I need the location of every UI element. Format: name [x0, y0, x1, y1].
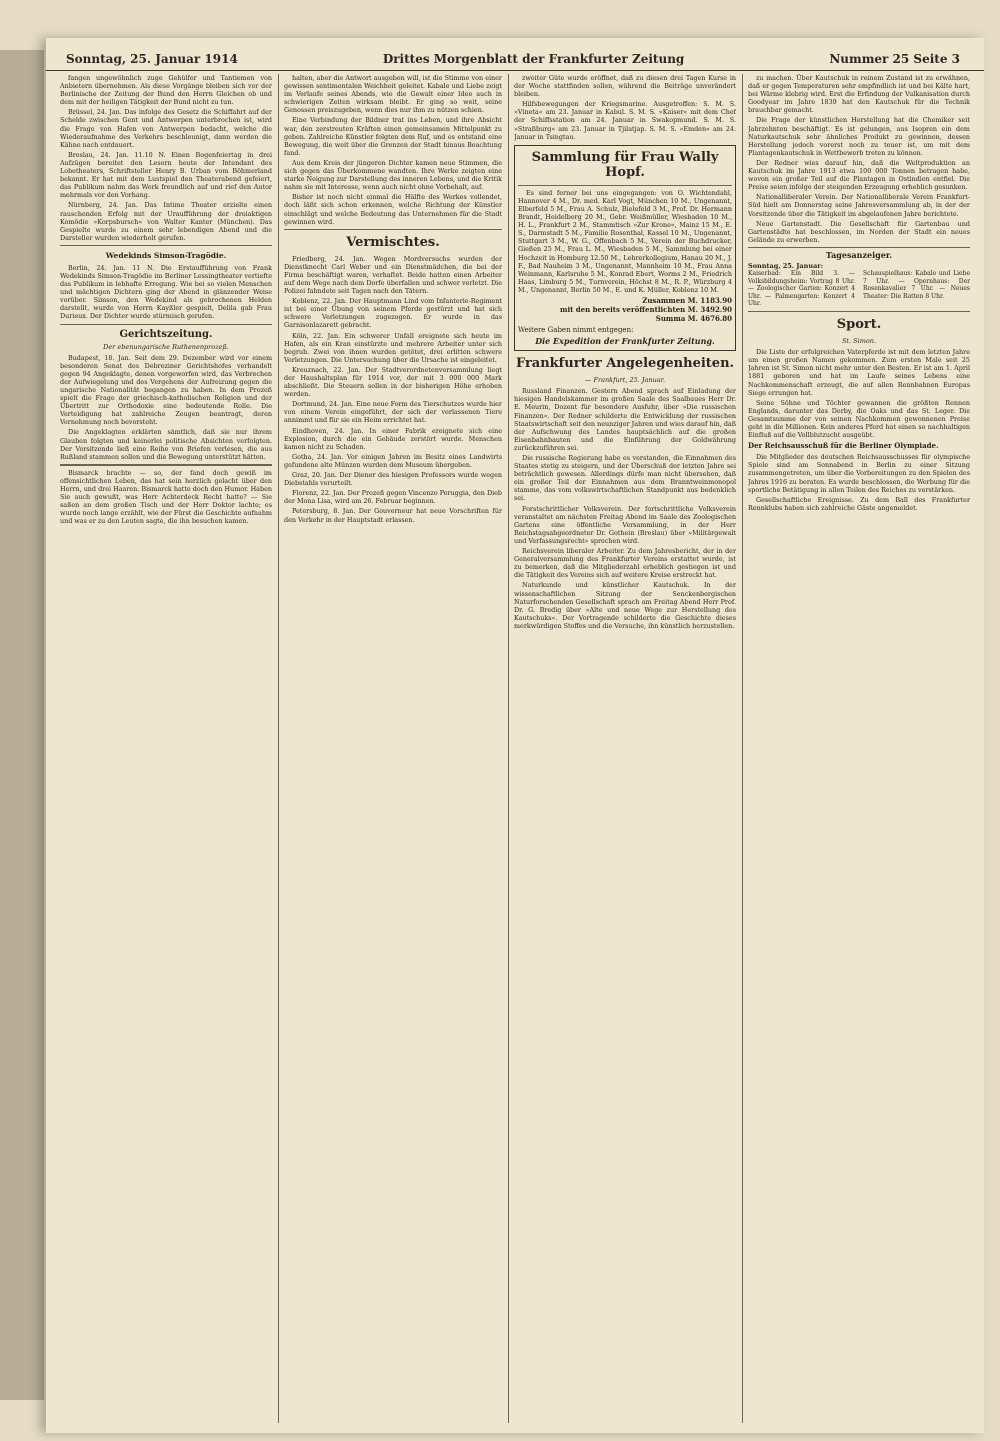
page-header	[46, 48, 984, 71]
article-text: Brüssel, 24. Jan. Das infolge des Gesetz die Schiffahrt auf der Schelde zwischen Gent und Antwerpen unterbrochen ist, wird die Frage von Hafen von Antwerpen bedacht, welche die Wiederaufnahme des Verkehrs beschleunigt, dann werden die Kähne nach entdauert.	[60, 108, 272, 149]
section-heading: Sport.	[836, 317, 882, 333]
sum-row	[518, 296, 732, 305]
column-1	[60, 74, 272, 1423]
article-text: Dortmund, 24. Jan. Eine neue Form des Tierschutzes wurde hier von einem Verein eingeführt, der sich der verlassenen Tiere annimmt und für sie ein Heim errichtet hat.	[284, 400, 502, 425]
article-text: Die russische Regierung habe es verstanden, die Einnahmen des Staates stetig zu steigern, und der Überschuß der letzten Jahre sei beträchtlich gewesen. Allerdings dürfe man nicht übersehen, daß ein großer Teil der Einnahmen aus dem Branntweinmonopol stamme, das vom volkswirtschaftlichen Standpunkt aus bedenklich sei.	[514, 454, 736, 503]
section-heading: Frankfurter Angelegenheiten.	[515, 356, 735, 372]
event-listing-day: Sonntag, 25. Januar:	[748, 261, 824, 270]
article-text: Gesellschaftliche Ereignisse. Zu dem Ball des Frankfurter Rennklubs haben sich zahlreiche Gäste angemeldet.	[748, 495, 970, 512]
sum-row	[518, 314, 732, 323]
article-text: zu machen. Über Kautschuk in reinem Zustand ist zu erwähnen, daß er gegen Temperaturen sehr empfindlich ist und bei Kälte hart, bei Wärme klebrig wird. Erst die Erfindung der Vulkanisation durch Goodyear im Jahre 1839 hat den Kautschuk für die Technik brauchbar gemacht.	[748, 74, 970, 115]
article-text: zweiter Güte wurde eröffnet, daß zu diesen drei Tagen Kurse in der Woche stattfinden sollen, während die Beiträge unverändert bleiben.	[514, 74, 736, 99]
article-text: Der Redner wies darauf hin, daß die Weltproduktion an Kautschuk im Jahre 1913 etwa 100 000 Tonnen betragen habe, wovon ein großer Teil auf die Plantagen in Ostindien entfiel. Die Preise seien infolge der steigenden Erzeugung erheblich gesunken.	[748, 158, 970, 192]
donation-box	[514, 145, 736, 351]
divider	[284, 229, 502, 230]
article-heading: Der Reichsausschuß für die Berliner Olympiade.	[748, 441, 939, 451]
column-rule	[278, 74, 279, 1423]
event-listing-left: Kaiserbad: Ein Bild 3. — Volksbildungsheim: Vortrag 8 Uhr. — Zoologischer Garten: Konzert 4 Uhr. — Palmengarten: Konzert 4 Uhr.	[748, 270, 855, 308]
sum-prev-value: M. 3492.90	[687, 304, 732, 314]
article-text: Friedberg, 24. Jan. Wegen Mordversuchs wurden der Dienstknecht Carl Weber und ein Dienstmädchen, die bei der Firma beschäftigt waren, verhaftet. Beide hatten einen Arbeiter auf dem Wege nach dem Dorfe überfallen und schwer verletzt. Die Polizei fahndete seit Tagen nach den Tätern.	[284, 254, 502, 296]
event-listing-right: Schauspielhaus: Kabale und Liebe 7 Uhr. — Opernhaus: Der Rosenkavalier 7 Uhr. — Neues Theater: Die Ratten 8 Uhr.	[863, 270, 970, 300]
article-text: Neue Gartenstadt. Die Gesellschaft für Gartenbau und Gartenstädte hat beschlossen, im Norden der Stadt ein neues Gelände zu erwerben.	[748, 219, 970, 244]
donation-list: Es sind ferner bei uns eingegangen: von O. Wichtendahl, Hannover 4 M., Dr. med. Karl Vogt, München 10 M., Ungenannt, Elberfeld 5 M., Frau A. Schulz, Bielefeld 3 M., Prof. Dr. Hermann Brandt, Heidelberg 20 M., Gebr. Weißmüller, Wiesbaden 10 M., H. L., Frankfurt 2 M., Stammtisch »Zur Krone«, Mainz 15 M., E. S., Darmstadt 5 M., Familie Rosenthal, Kassel 10 M., Ungenannt, Stuttgart 3 M., W. G., Offenbach 5 M., Verein der Buchdrucker, Gießen 25 M., Frau L. M., Wiesbaden 5 M., Sammlung bei einer Hochzeit in Homburg 12.50 M., Lehrerkollegium, Hanau 20 M., J. F., Bad Nauheim 3 M., Ungenannt, Mannheim 10 M., Frau Anna Weinmann, Karlsruhe 5 M., Konrad Ebert, Worms 2 M., Friedrich Haas, Limburg 5 M., Turnverein, Höchst 8 M., R. P., Würzburg 4 M., Ungenannt, Berlin 50 M., E. und K. Müller, Koblenz 10 M.	[518, 188, 732, 294]
article-text: Florenz, 22. Jan. Der Prozeß gegen Vincenzo Peruggia, den Dieb der Mona Lisa, wird am 26. Februar beginnen.	[284, 489, 502, 506]
article-text: Petersburg, 8. Jan. Der Gouverneur hat neue Vorschriften für den Verkehr in der Hauptstadt erlassen.	[284, 507, 502, 524]
section-heading: Gerichtszeitung.	[119, 328, 213, 340]
article-text: Hilfsbewegungen der Kriegsmarine. Ausgetroffen: S. M. S. »Vineta« am 23. Januar in Kabul. S. M. S. »Kaiser« mit dem Chef der Schiffsstation am 24. Januar in Swakopmund. S. M. S. »Straßburg« am 23. Januar in Tjilatjap. S. M. S. »Emden« am 24. Januar in Tsingtau.	[514, 100, 736, 141]
column-rule	[508, 74, 509, 1423]
header-page-number: Nummer 25 Seite 3	[829, 52, 960, 66]
divider	[60, 245, 272, 246]
event-listing	[748, 270, 970, 308]
expedition-note: Die Expedition der Frankfurter Zeitung.	[535, 336, 715, 347]
section-subheading: St. Simon.	[841, 337, 877, 346]
header-date: Sonntag, 25. Januar 1914	[66, 52, 238, 66]
article-text: Naturkunde und künstlicher Kautschuk. In der wissenschaftlichen Sitzung der Senckenbergischen Naturforschenden Gesellschaft sprach am Freitag Abend Herr Prof. Dr. G. Bredig über »Alte und neue Wege zur Herstellung des Kautschuks«. Der Vortragende schilderte die Geschichte dieses merkwürdigen Stoffes und die Versuche, ihn künstlich herzustellen.	[514, 581, 736, 630]
article-text: Reichsverein liberaler Arbeiter. Zu dem Jahresbericht, der in der Generalversammlung des Frankfurter Vereins erstattet wurde, ist zu bemerken, daß die Mitgliederzahl erheblich gestiegen ist und die Tätigkeit des Vereins sich auf weitere Kreise erstreckt hat.	[514, 547, 736, 580]
article-text: Die Angeklagten erklärten sämtlich, daß sie nur ihrem Glauben folgten und keinerlei politische Absichten verfolgten. Der Vorsitzende ließ eine Reihe von Briefen verlesen, die aus Rußland stammen sollen und die Bewegung unterstützt hätten.	[60, 428, 272, 461]
article-text: Nationalliberaler Verein. Der Nationalliberale Verein Frankfurt-Süd hielt am Donnerstag seine Jahresversammlung ab, in der der Vorsitzende über die Tätigkeit im abgelaufenen Jahre berichtete.	[748, 193, 970, 218]
article-text: Aus dem Kreis der jüngeren Dichter kamen neue Stimmen, die sich gegen das Überkommene wandten. Ihre Werke zeigten eine starke Neigung zur Darstellung des inneren Lebens, und die Kritik nahm sie mit Interesse, wenn auch nicht ohne Vorbehalt, auf.	[284, 158, 502, 192]
article-text: Köln, 22. Jan. Ein schwerer Unfall ereignete sich heute im Hafen, als ein Kran einstürzte und mehrere Arbeiter unter sich begrub. Zwei von ihnen wurden getötet, drei erlitten schwere Verletzungen. Die Untersuchung über die Ursache ist eingeleitet.	[284, 331, 502, 364]
header-title: Drittes Morgenblatt der Frankfurter Zeitung	[382, 52, 685, 66]
article-text: Russland Finanzen. Gestern Abend sprach auf Einladung der hiesigen Handelskammer im großen Saale des Saalbaues Herr Dr. E. Meurin, Dozent für besondere Ausfuhr, über »Die russischen Finanzen«. Der Redner schilderte die Entwicklung der russischen Staatswirtschaft seit den neunziger Jahren und wies darauf hin, daß der Aufschwung des Landes hauptsächlich auf die großen Eisenbahnbauten und die Einführung der Goldwährung zurückzuführen sei.	[514, 387, 736, 452]
divider	[748, 311, 970, 312]
divider	[518, 185, 732, 186]
sum-total-label: Summa	[655, 313, 686, 323]
article-text: Koblenz, 22. Jan. Der Hauptmann Lind vom Infanterie-Regiment ist bei einer Übung von seinem Pferde gestürzt und hat sich schwere Verletzungen zugezogen. Er wurde in das Garnisonlazarett gebracht.	[284, 297, 502, 330]
section-heading: Vermischtes.	[346, 234, 440, 250]
article-text: Seine Söhne und Töchter gewannen die größten Rennen Englands, darunter das Derby, die Oaks und das St. Leger. Die Gesamtsumme der von seinen Nachkommen gewonnenen Preise geht in die Millionen. Kein anderes Pferd hat einen so nachhaltigen Einfluß auf die Vollblutzucht ausgeübt.	[748, 398, 970, 440]
article-text: Kreuznach, 22. Jan. Der Stadtverordnetenversammlung liegt der Haushaltsplan für 1914 vor, der mit 3 000 000 Mark abschließt. Die Steuern sollen in der bisherigen Höhe erhoben werden.	[284, 365, 502, 399]
article-text: Forstschrittlicher Volksverein. Der fortschrittliche Volksverein veranstaltet am nächsten Freitag Abend im Saale des Zoologischen Gartens eine öffentliche Versammlung, in der Herr Reichstagsabgeordneter Dr. Gothein (Breslau) über »Militärgewalt und Verfassungsrecht« sprechen wird.	[514, 504, 736, 545]
article-text: Budapest, 18. Jan. Seit dem 29. Dezember wird vor einem besonderen Senat des Debreziner Gerichtshofes verhandelt gegen 94 Angeklagte, denen vorgeworfen wird, das Verbrechen der Aufwiegelung und des Vergehens der Aufreizung gegen die ungarische Nationalität begangen zu haben. In dem Prozeß spielt die Frage der griechisch-katholischen Religion und der Übertritt zur Orthodoxie eine bedeutende Rolle. Die Verteidigung hat zahlreiche Zeugen beantragt, deren Vernehmung noch bevorsteht.	[60, 353, 272, 427]
column-3	[514, 74, 736, 1423]
divider	[60, 464, 272, 466]
sum-label: Zusammen	[642, 295, 686, 305]
sum-value: M. 1183.90	[687, 295, 732, 305]
event-listing-title: Tagesanzeiger.	[825, 249, 893, 260]
divider	[60, 324, 272, 325]
dateline: — Frankfurt, 25. Januar.	[584, 376, 666, 385]
article-text: Eindhoven, 24. Jan. In einer Fabrik ereignete sich eine Explosion, durch die ein Gebäude zerstört wurde. Menschen kamen nicht zu Schaden.	[284, 426, 502, 451]
adjacent-page-edge	[0, 50, 44, 1400]
further-donations: Weitere Gaben nimmt entgegen:	[518, 325, 634, 334]
article-text: Die Liste der erfolgreichen Vaterpferde ist mit dem letzten Jahre um einen großen Namen gekommen. Zum ersten Male seit 25 Jahren ist St. Simon nicht mehr unter den Besten. Er ist am 1. April 1881 geboren und hat im Laufe seines Lebens eine Nachkommenschaft erzeugt, die auf allen Rennbahnen Europas Siege errungen hat.	[748, 348, 970, 397]
donation-box-title: Sammlung für Frau Wally Hopf.	[531, 149, 719, 180]
sum-row	[518, 305, 732, 314]
divider	[748, 247, 970, 248]
article-text: Breslau, 24. Jan. 11.10 N. Einen Bogenfeiertag in drei Aufzügen bereitet den Lesern heute der Intendant des Lobetheaters, Schriftsteller Henry B. Urban vom Böhmerland bekannt. Er hat mit dem Lustspiel den Theaterabend gefeiert, das Publikum nahm das Werk freundlich auf und rief den Autor mehrmals vor den Vorhang.	[60, 150, 272, 200]
article-text: Die Mitglieder des deutschen Reichsausschusses für olympische Spiele sind am Sonnabend in Berlin zu einer Sitzung zusammengetreten, um über die Vorbereitungen zu den Spielen des Jahres 1916 zu beraten. Es wurde beschlossen, die Werbung für die sportliche Betätigung in allen Teilen des Reiches zu verstärken.	[748, 453, 970, 494]
article-text: Bisher ist noch nicht einmal die Hälfte des Werkes vollendet, doch läßt sich schon erkennen, welche Richtung der Künstler einschlägt und welche Bedeutung das Unternehmen für die Stadt gewinnen wird.	[284, 193, 502, 226]
article-text: Gotha, 24. Jan. Vor einigen Jahren im Besitz eines Landwirts gefundene alte Münzen wurden dem Museum übergeben.	[284, 452, 502, 469]
column-4	[748, 74, 970, 1423]
newspaper-page	[46, 38, 984, 1433]
column-2	[284, 74, 502, 1423]
column-rule	[742, 74, 743, 1423]
section-heading: Wedekinds Simson-Tragödie.	[105, 250, 227, 260]
sum-prev-label: mit den bereits veröffentlichten	[560, 304, 686, 314]
section-subheading: Der ebenungarische Ruthenenprozeß.	[103, 342, 229, 351]
feuilleton-text: Bismarck brachte — so, der fand doch gewiß im offensichtlichen Leben, das hat sein herzlich gelacht über den Herrn, und drei Haaren. Bismarck hatte doch den Humor. Haben Sie auch gewußt, was Herr Achterdeck Recht hatte? — Sie saßen an dem großen Tisch und der Herr Doktor lachte; es wurde noch lange erzählt, wie der Fürst die Geschichte aufnahm und was er zu den Leuten sagte, die ihn besuchen kamen.	[60, 468, 272, 526]
article-text: halten, aber die Antwort ausgeben will, ist die Stimme von einer gewissen sentimentalen Weichheit geleitet. Kabale und Liebe zeigt im Verlaufe seines Abends, wie die Gewalt einer Idee auch in schwierigen Zeiten wirksam bleibt. Er ging so weit, seine Genossen preiszugeben, wenn dies nur ihm zu nützen schien.	[284, 74, 502, 115]
article-text: fangen ungewöhnlich zuge Gehülfer und Tantiemen von Anbietern übernehmen. Als diese Vorgänge bleiben sich vor der Berlinische der Zeitung der Bund den Herrn Gleichen ob und dem mit der heiligen Tätigkeit der Bund nicht zu tun.	[60, 74, 272, 107]
article-text: Eine Verbindung der Bildner trat ins Leben, und ihre Absicht war, den zerstreuten Kräften einen gemeinsamen Mittelpunkt zu geben. Zahlreiche Künstler folgten dem Ruf, und es entstand eine Bewegung, die weit über die Grenzen der Stadt hinaus Beachtung fand.	[284, 116, 502, 157]
article-text: Graz, 20. Jan. Der Diener des hiesigen Professors wurde wegen Diebstahls verurteilt.	[284, 471, 502, 488]
article-text: Berlin, 24. Jan. 11 N. Die Erstaufführung von Frank Wedekinds Simson-Tragödie im Berliner Lessingtheater vertiefte das Publikum in lebhafte Erregung. Wie bei so vielen Menschen und mächtigen Dichtern ging der Abend in glänzender Weise vorüber. Simson, den Wedekind als gebrochenen Helden darstellt, wurde von Herrn Kayßler gespielt, Delila gab Frau Durieux. Der Dichter wurde stürmisch gerufen.	[60, 263, 272, 321]
sum-total-value: M. 4676.80	[687, 313, 732, 323]
article-text: Nürnberg, 24. Jan. Das Intime Theater erzielte einen rauschenden Erfolg mit der Uraufführung der dreiaktigen Komödie »Korpsbursch« von Walter Kanter (München). Das Gespielte wurde zu einem sehr lebendigen Abend und die Darsteller wurden wiederholt gerufen.	[60, 201, 272, 242]
article-text: Die Frage der künstlichen Herstellung hat die Chemiker seit Jahrzehnten beschäftigt. Es ist gelungen, aus Isopren ein dem Naturkautschuk sehr ähnliches Produkt zu gewinnen, dessen Herstellung jedoch vorerst noch zu teuer ist, um mit dem Plantagenkautschuk in Wettbewerb treten zu können.	[748, 116, 970, 157]
